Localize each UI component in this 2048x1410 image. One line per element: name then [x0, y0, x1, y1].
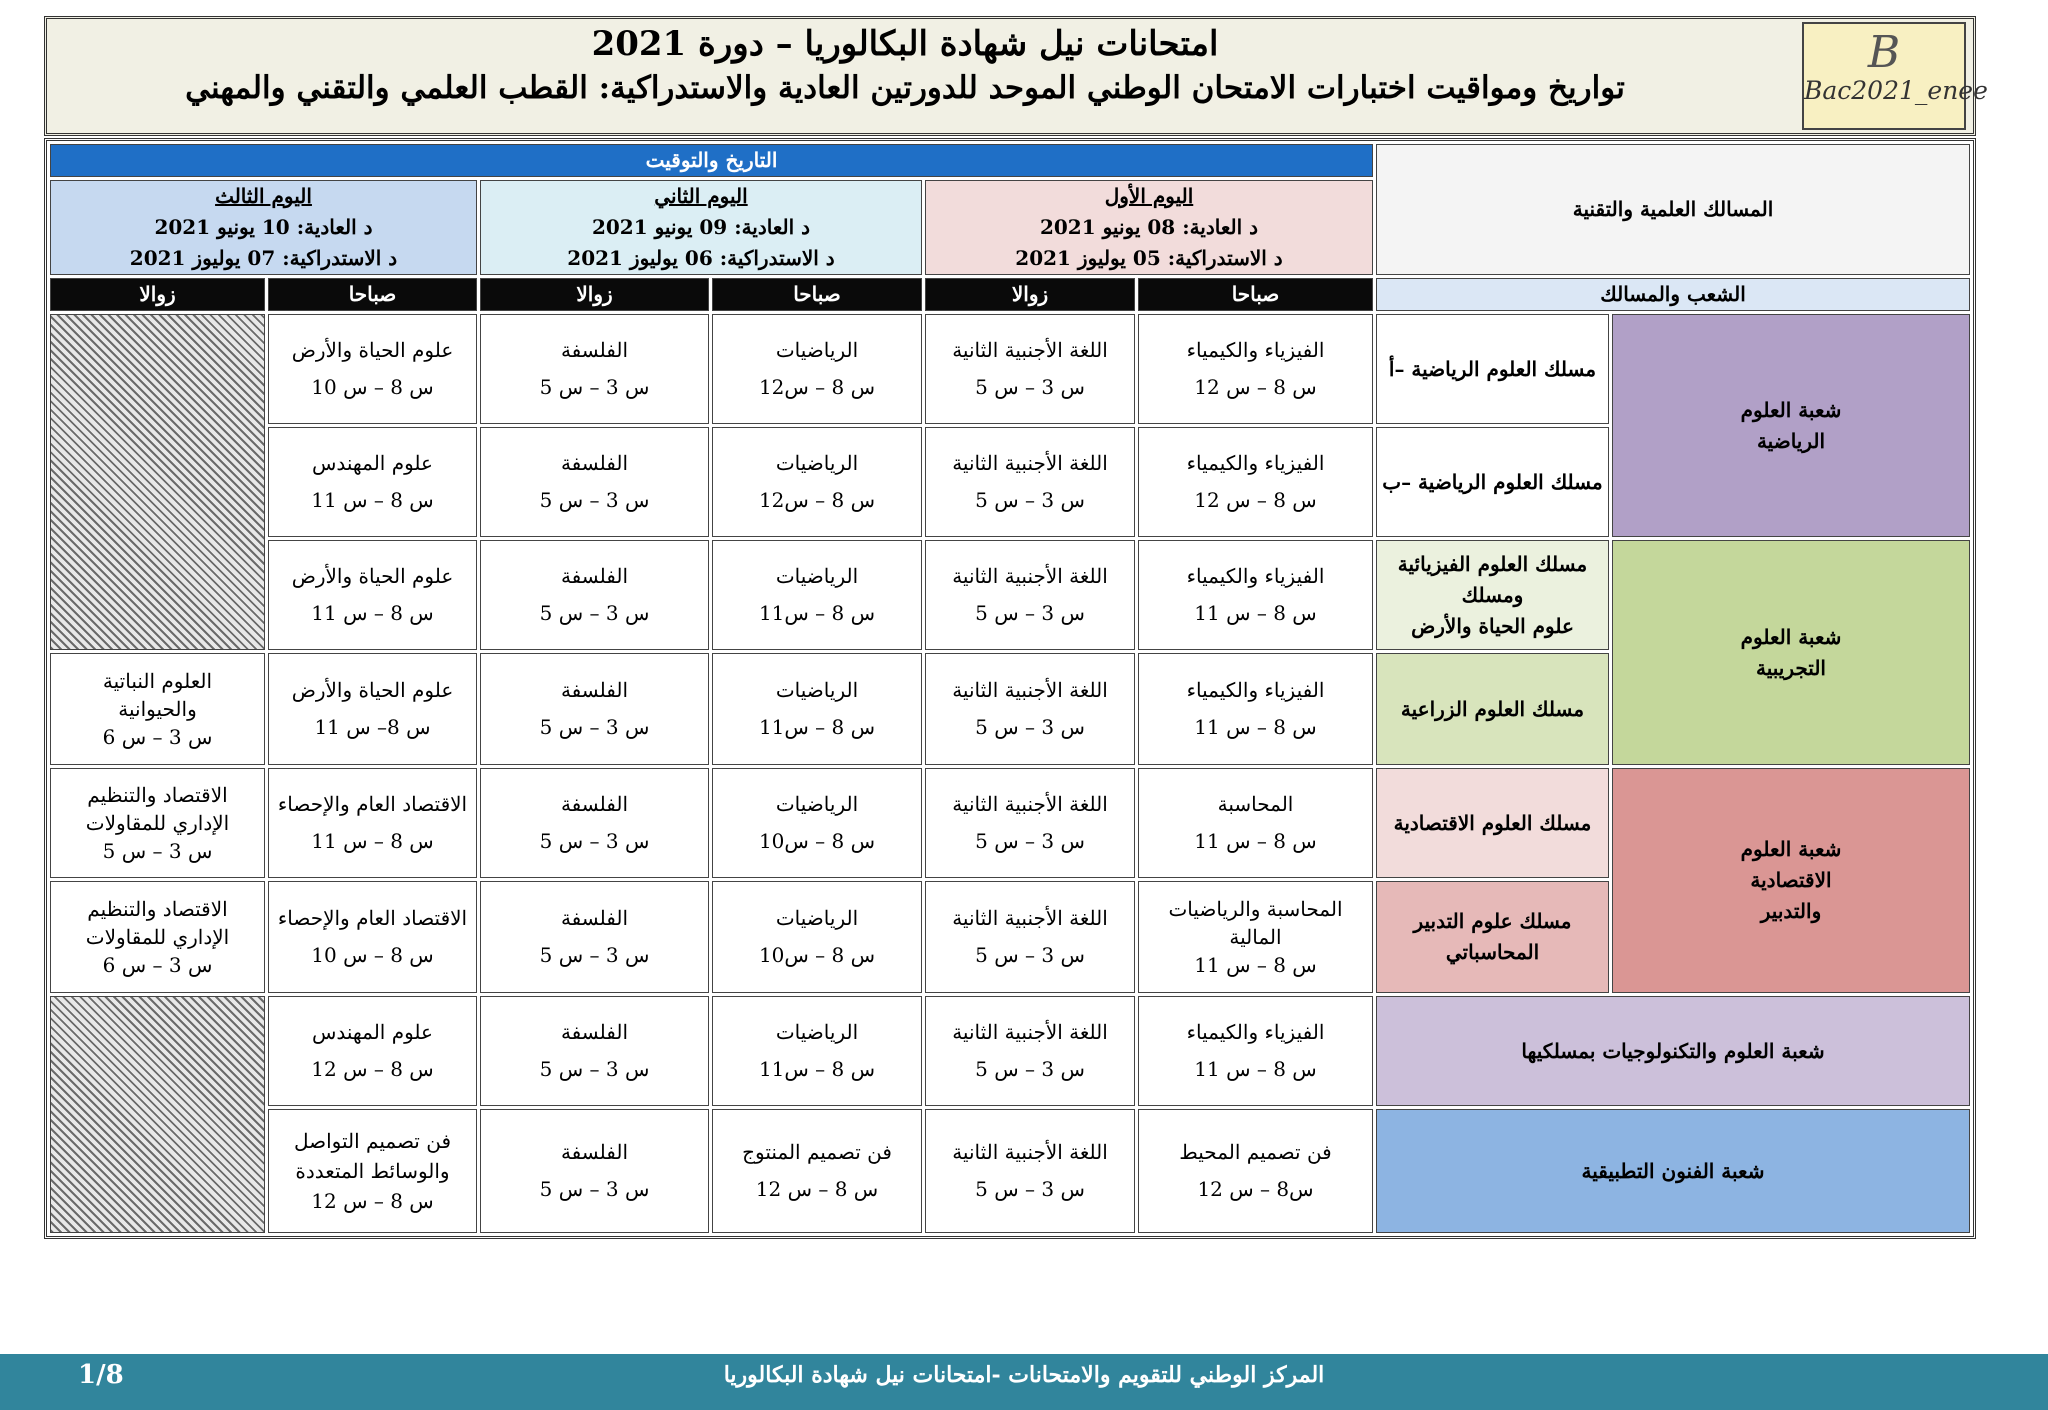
- track-cell: مسلك العلوم الاقتصادية: [1376, 768, 1609, 878]
- exam-cell: علوم الحياة والأرض س 8– س 11: [268, 653, 477, 765]
- datetime-header: التاريخ والتوقيت: [50, 144, 1373, 177]
- day-3-makeup: د الاستدراكية: 07 يوليوز 2021: [129, 246, 398, 270]
- exam-cell: علوم المهندس س 8 – س 12: [268, 996, 477, 1106]
- exam-cell: الرياضيات س 8 – س11: [712, 540, 922, 650]
- exam-cell: الفلسفة س 3 – س 5: [480, 314, 709, 424]
- day-1-morning-label: صباحا: [1138, 278, 1373, 311]
- no-exam-hatched-cell: [50, 996, 265, 1233]
- exam-cell: الفلسفة س 3 – س 5: [480, 768, 709, 878]
- footer-text: المركز الوطني للتقويم والامتحانات -امتحانات نيل شهادة البكالوريا: [723, 1362, 1325, 1388]
- exam-cell: الرياضيات س 8 – س12: [712, 314, 922, 424]
- exam-cell: اللغة الأجنبية الثانية س 3 – س 5: [925, 996, 1135, 1106]
- exam-cell: اللغة الأجنبية الثانية س 3 – س 5: [925, 540, 1135, 650]
- page-subtitle: تواريخ ومواقيت اختبارات الامتحان الوطني الموحد للدورتين العادية والاستدراكية: القطب العلمي والتقني والمهني: [185, 70, 1625, 106]
- track-cell: مسلك العلوم الرياضية –أ: [1376, 314, 1609, 424]
- page-number: 1/8: [78, 1360, 124, 1390]
- exam-cell: الفلسفة س 3 – س 5: [480, 881, 709, 993]
- exam-cell: الفيزياء والكيمياء س 8 – س 11: [1138, 540, 1373, 650]
- day-3-morning-label: صباحا: [268, 278, 477, 311]
- day-3-afternoon-label: زوالا: [50, 278, 265, 311]
- exam-cell: اللغة الأجنبية الثانية س 3 – س 5: [925, 653, 1135, 765]
- day-1-makeup: د الاستدراكية: 05 يوليوز 2021: [1015, 246, 1283, 270]
- track-cell: مسلك العلوم الرياضية –ب: [1376, 427, 1609, 537]
- exam-cell: علوم الحياة والأرض س 8 – س 11: [268, 540, 477, 650]
- table-row: [50, 768, 1970, 878]
- day-1-header: [925, 180, 1373, 275]
- exam-cell: الفلسفة س 3 – س 5: [480, 653, 709, 765]
- exam-cell: علوم المهندس س 8 – س 11: [268, 427, 477, 537]
- exam-schedule-table: [44, 138, 1976, 1239]
- day-2-regular: د العادية: 09 يونيو 2021: [591, 215, 811, 239]
- exam-cell: الاقتصاد العام والإحصاء س 8 – س 10: [268, 881, 477, 993]
- exam-cell: فن تصميم المنتوج س 8 – س 12: [712, 1109, 922, 1233]
- exam-cell: الرياضيات س 8 – س11: [712, 996, 922, 1106]
- footer-bar: [0, 1354, 2048, 1410]
- logo-text: Bac2021_enee: [1804, 76, 1988, 105]
- day-2-makeup: د الاستدراكية: 06 يوليوز 2021: [567, 246, 835, 270]
- page-title: امتحانات نيل شهادة البكالوريا – دورة 2021: [591, 24, 1219, 64]
- exam-cell: الفلسفة س 3 – س 5: [480, 1109, 709, 1233]
- no-exam-hatched-cell: [50, 314, 265, 650]
- day-2-afternoon-label: زوالا: [480, 278, 709, 311]
- day-3-name: اليوم الثالث: [215, 184, 312, 208]
- exam-cell: الفلسفة س 3 – س 5: [480, 427, 709, 537]
- day-3-header: [50, 180, 477, 275]
- exam-cell: الاقتصاد والتنظيم الإداري للمقاولات س 3 – س 5: [50, 768, 265, 878]
- table-row: [50, 540, 1970, 650]
- exam-cell: العلوم النباتية والحيوانية س 3 – س 6: [50, 653, 265, 765]
- exam-cell: الرياضيات س 8 – س12: [712, 427, 922, 537]
- day-1-regular: د العادية: 08 يونيو 2021: [1039, 215, 1259, 239]
- exam-cell: اللغة الأجنبية الثانية س 3 – س 5: [925, 768, 1135, 878]
- track-cell: مسلك العلوم الزراعية: [1376, 653, 1609, 765]
- group-experimental-sciences: شعبة العلوم التجريبية: [1612, 540, 1970, 765]
- exam-cell: المحاسبة والرياضيات المالية س 8 – س 11: [1138, 881, 1373, 993]
- exam-cell: فن تصميم التواصل والوسائط المتعددة س 8 – س 12: [268, 1109, 477, 1233]
- day-2-morning-label: صباحا: [712, 278, 922, 311]
- exam-cell: الفيزياء والكيمياء س 8 – س 12: [1138, 314, 1373, 424]
- exam-cell: الفلسفة س 3 – س 5: [480, 996, 709, 1106]
- group-math-sciences: شعبة العلوم الرياضية: [1612, 314, 1970, 537]
- day-1-name: اليوم الأول: [1104, 184, 1194, 208]
- day-1-afternoon-label: زوالا: [925, 278, 1135, 311]
- exam-cell: الاقتصاد العام والإحصاء س 8 – س 11: [268, 768, 477, 878]
- tracks-header: الشعب والمسالك: [1376, 278, 1970, 311]
- group-applied-arts: شعبة الفنون التطبيقية: [1376, 1109, 1970, 1233]
- day-2-header: [480, 180, 922, 275]
- exam-cell: علوم الحياة والأرض س 8 – س 10: [268, 314, 477, 424]
- exam-cell: اللغة الأجنبية الثانية س 3 – س 5: [925, 1109, 1135, 1233]
- group-sciences-technologies: شعبة العلوم والتكنولوجيات بمسلكيها: [1376, 996, 1970, 1106]
- exam-cell: فن تصميم المحيط س8 – س 12: [1138, 1109, 1373, 1233]
- track-cell: مسلك علوم التدبير المحاسباتي: [1376, 881, 1609, 993]
- table-row: [50, 1109, 1970, 1233]
- exam-cell: الفيزياء والكيمياء س 8 – س 11: [1138, 653, 1373, 765]
- exam-cell: الفيزياء والكيمياء س 8 – س 11: [1138, 996, 1373, 1106]
- exam-cell: الرياضيات س 8 – س10: [712, 881, 922, 993]
- branches-header: المسالك العلمية والتقنية: [1376, 144, 1970, 275]
- exam-cell: المحاسبة س 8 – س 11: [1138, 768, 1373, 878]
- table-row: [50, 314, 1970, 424]
- exam-cell: الاقتصاد والتنظيم الإداري للمقاولات س 3 – س 6: [50, 881, 265, 993]
- table-row: [50, 996, 1970, 1106]
- exam-cell: الرياضيات س 8 – س10: [712, 768, 922, 878]
- track-cell: مسلك العلوم الفيزيائية ومسلك علوم الحياة والأرض: [1376, 540, 1609, 650]
- exam-cell: الفلسفة س 3 – س 5: [480, 540, 709, 650]
- exam-cell: اللغة الأجنبية الثانية س 3 – س 5: [925, 427, 1135, 537]
- exam-cell: اللغة الأجنبية الثانية س 3 – س 5: [925, 881, 1135, 993]
- exam-cell: الرياضيات س 8 – س11: [712, 653, 922, 765]
- exam-cell: اللغة الأجنبية الثانية س 3 – س 5: [925, 314, 1135, 424]
- group-economics: شعبة العلوم الاقتصادية والتدبير: [1612, 768, 1970, 993]
- day-3-regular: د العادية: 10 يونيو 2021: [154, 215, 373, 239]
- day-2-name: اليوم الثاني: [654, 184, 748, 208]
- exam-cell: الفيزياء والكيمياء س 8 – س 12: [1138, 427, 1373, 537]
- logo-monogram: B: [1867, 27, 1901, 78]
- logo: [1802, 22, 1988, 130]
